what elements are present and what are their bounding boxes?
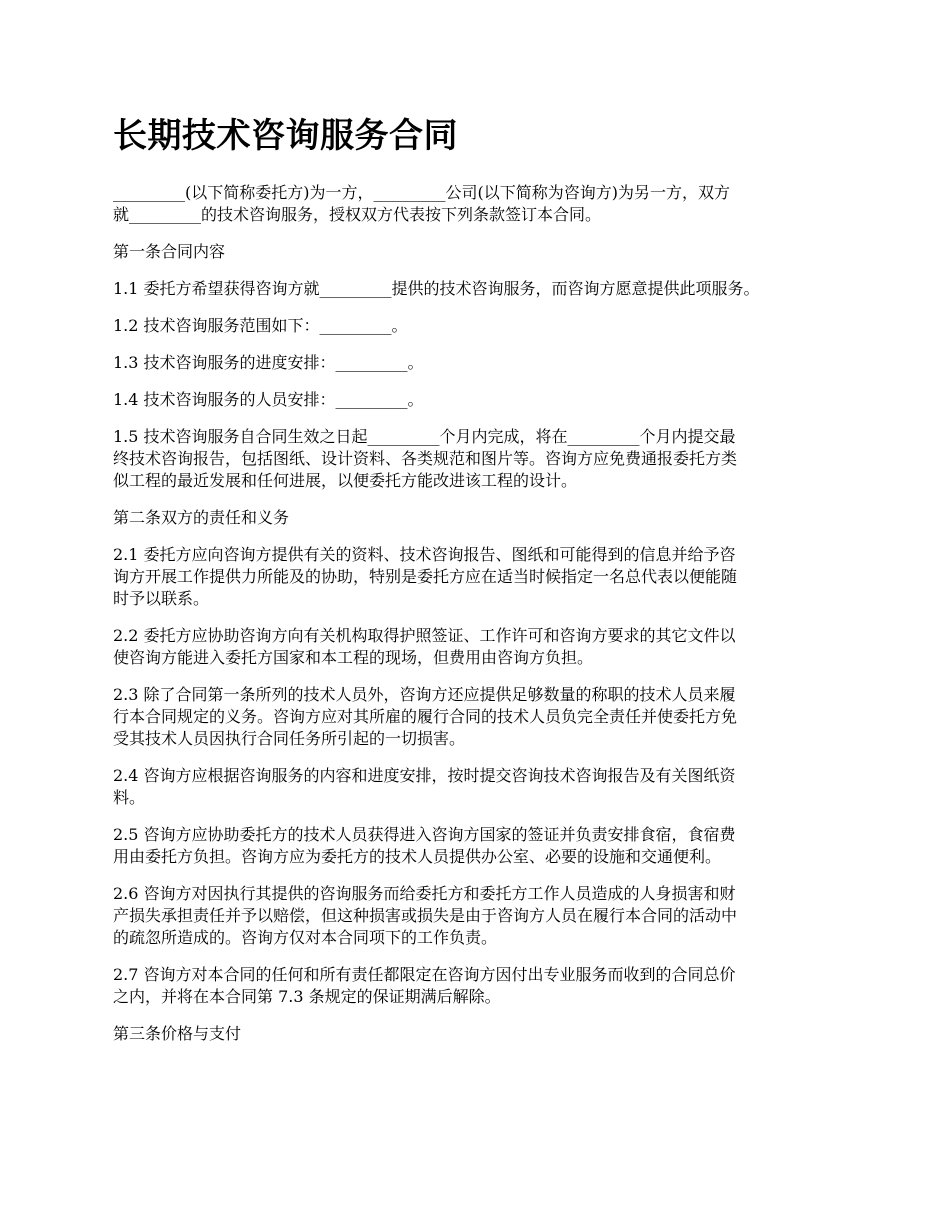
paragraph	[113, 883, 858, 949]
paragraph-line: 第二条双方的责任和义务	[113, 508, 290, 527]
paragraph-line: 行本合同规定的义务。咨询方应对其所雇的履行合同的技术人员负完全责任并使委托方免	[113, 707, 738, 726]
paragraph	[113, 964, 858, 1008]
document-page	[113, 112, 858, 1060]
document-body	[113, 182, 858, 1045]
paragraph	[113, 507, 858, 529]
paragraph	[113, 625, 858, 669]
paragraph-line: _________(以下简称委托方)为一方，_________公司(以下简称为咨询方)为另一方，双方	[113, 183, 730, 202]
paragraph	[113, 765, 858, 809]
paragraph-line: 1.4 技术咨询服务的人员安排：_________。	[113, 390, 424, 409]
paragraph-line: 1.5 技术咨询服务自合同生效之日起_________个月内完成，将在_________个月内提交最	[113, 427, 736, 446]
paragraph-line: 2.1 委托方应向咨询方提供有关的资料、技术咨询报告、图纸和可能得到的信息并给予咨	[113, 545, 736, 564]
paragraph	[113, 1023, 858, 1045]
paragraph-line: 询方开展工作提供力所能及的协助，特别是委托方应在适当时候指定一名总代表以便能随	[113, 567, 738, 586]
paragraph-line: 受其技术人员因执行合同任务所引起的一切损害。	[113, 729, 466, 748]
paragraph	[113, 544, 858, 610]
paragraph-line: 时予以联系。	[113, 589, 210, 608]
paragraph	[113, 182, 858, 226]
paragraph-line: 料。	[113, 788, 146, 807]
document-title: 长期技术咨询服务合同	[113, 116, 458, 156]
paragraph-line: 似工程的最近发展和任何进展，以便委托方能改进该工程的设计。	[113, 471, 578, 490]
paragraph-line: 使咨询方能进入委托方国家和本工程的现场，但费用由咨询方负担。	[113, 648, 594, 667]
paragraph-line: 终技术咨询报告，包括图纸、设计资料、各类规范和图片等。咨询方应免费通报委托方类	[113, 449, 738, 468]
paragraph	[113, 241, 858, 263]
paragraph	[113, 389, 858, 411]
paragraph-line: 之内，并将在本合同第 7.3 条规定的保证期满后解除。	[113, 987, 501, 1006]
paragraph	[113, 426, 858, 492]
paragraph-line: 就_________的技术咨询服务，授权双方代表按下列条款签订本合同。	[113, 205, 602, 224]
paragraph	[113, 278, 858, 300]
paragraph	[113, 684, 858, 750]
paragraph-line: 2.4 咨询方应根据咨询服务的内容和进度安排，按时提交咨询技术咨询报告及有关图纸资	[113, 766, 736, 785]
paragraph-line: 产损失承担责任并予以赔偿，但这种损害或损失是由于咨询方人员在履行本合同的活动中	[113, 906, 738, 925]
paragraph-line: 用由委托方负担。咨询方应为委托方的技术人员提供办公室、必要的设施和交通便利。	[113, 847, 722, 866]
paragraph-line: 1.3 技术咨询服务的进度安排：_________。	[113, 353, 424, 372]
paragraph-line: 2.6 咨询方对因执行其提供的咨询服务而给委托方和委托方工作人员造成的人身损害和财	[113, 884, 736, 903]
paragraph-line: 1.1 委托方希望获得咨询方就_________提供的技术咨询服务，而咨询方愿意提供此项服务。	[113, 279, 760, 298]
paragraph-line: 第一条合同内容	[113, 242, 226, 261]
paragraph	[113, 315, 858, 337]
paragraph-line: 2.3 除了合同第一条所列的技术人员外，咨询方还应提供足够数量的称职的技术人员来履	[113, 685, 736, 704]
paragraph	[113, 824, 858, 868]
paragraph-line: 1.2 技术咨询服务范围如下：_________。	[113, 316, 408, 335]
paragraph-line: 2.7 咨询方对本合同的任何和所有责任都限定在咨询方因付出专业服务而收到的合同总价	[113, 965, 736, 984]
paragraph-line: 2.2 委托方应协助咨询方向有关机构取得护照签证、工作许可和咨询方要求的其它文件以	[113, 626, 736, 645]
paragraph-line: 2.5 咨询方应协助委托方的技术人员获得进入咨询方国家的签证并负责安排食宿，食宿费	[113, 825, 736, 844]
paragraph-line: 第三条价格与支付	[113, 1024, 242, 1043]
paragraph-line: 的疏忽所造成的。咨询方仅对本合同项下的工作负责。	[113, 928, 498, 947]
paragraph	[113, 352, 858, 374]
